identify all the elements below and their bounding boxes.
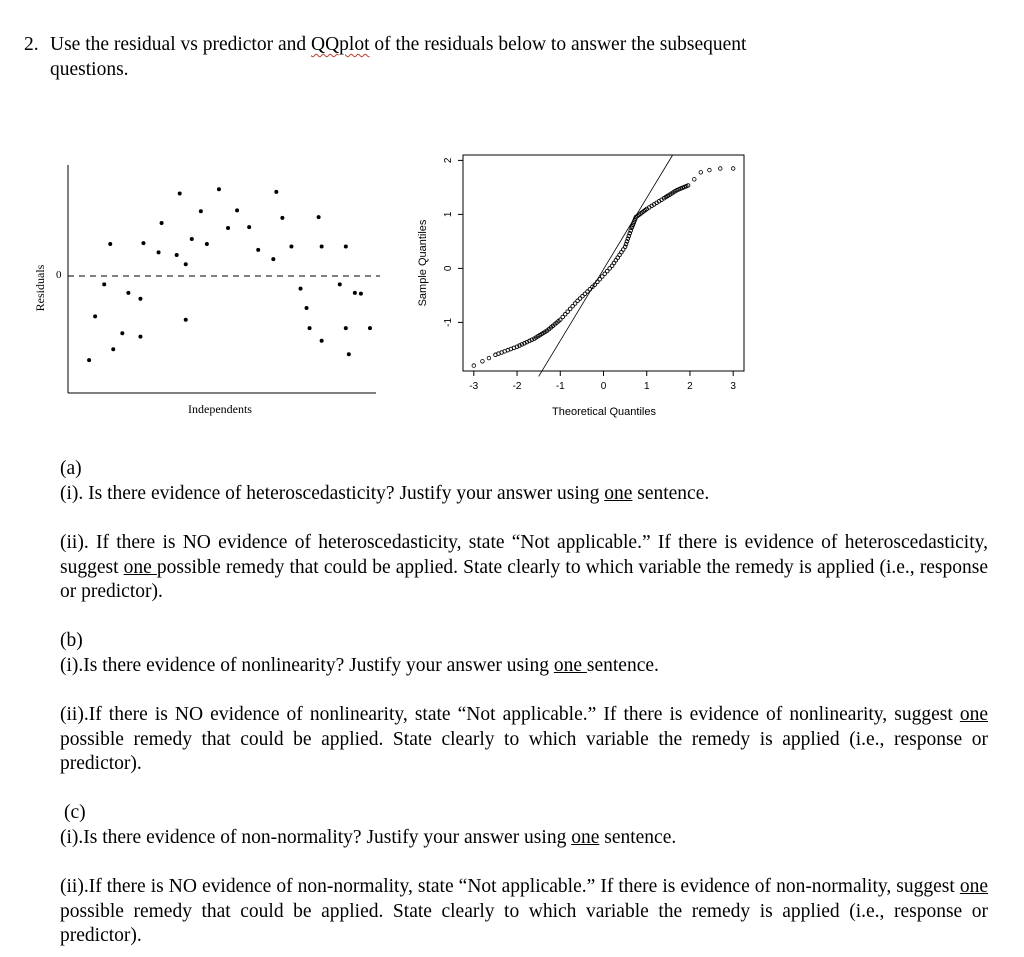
residual-point	[157, 250, 161, 254]
part-a-i-end: sentence.	[632, 482, 710, 504]
question-text-pre: Use the residual vs predictor and	[50, 34, 312, 55]
qq-x-tick-label: -1	[555, 381, 565, 392]
residual-point	[175, 253, 179, 257]
part-b-ii	[60, 703, 988, 777]
qq-x-tick-label: 0	[600, 381, 607, 392]
residual-point	[235, 208, 239, 212]
residual-point	[344, 326, 348, 330]
residual-point	[93, 314, 97, 318]
qq-x-tick-label: 3	[730, 381, 736, 392]
residual-point	[141, 241, 145, 245]
part-c-ii	[60, 875, 988, 949]
residual-point	[111, 347, 115, 351]
part-b-ii-underlined: one	[959, 704, 988, 725]
residual-point	[120, 331, 124, 335]
residual-point	[138, 297, 142, 301]
part-a-ii	[60, 531, 988, 605]
part-c-i-underlined: one	[571, 826, 600, 848]
qq-x-tick-label: 1	[643, 381, 650, 392]
qq-x-tick-label: 2	[687, 381, 693, 392]
residual-y-label: Residuals	[33, 264, 47, 312]
residual-point	[217, 187, 221, 191]
qqplot-word: QQplot	[311, 34, 370, 55]
part-a-i-underlined: one	[604, 482, 633, 504]
part-b-i-end: sentence.	[586, 654, 659, 676]
residual-point	[256, 248, 260, 252]
part-a-label: (a)	[60, 458, 82, 479]
part-c-ii-end: possible remedy that could be applied. State clearly to which variable the remedy is applied (i.e., response or predictor).	[60, 900, 988, 946]
part-c-ii-underlined: one	[959, 876, 988, 897]
qq-plot-frame	[463, 155, 744, 371]
qq-tail-point	[472, 364, 476, 368]
residual-point	[338, 282, 342, 286]
part-c	[60, 801, 988, 949]
residual-plot	[30, 155, 390, 425]
part-b-label: (b)	[60, 630, 83, 651]
residual-point	[305, 306, 309, 310]
part-b-i	[60, 654, 988, 679]
residual-point	[184, 262, 188, 266]
qq-tail-point	[718, 167, 722, 171]
part-c-label: (c)	[64, 802, 86, 823]
question-text-line2: questions.	[50, 59, 129, 80]
residual-point	[160, 221, 164, 225]
qq-tail-point	[699, 170, 703, 174]
qq-plot	[410, 145, 755, 425]
qq-y-tick-label: 2	[443, 157, 454, 164]
part-b-ii-end: possible remedy that could be applied. State clearly to which variable the remedy is applied (i.e., response or predictor).	[60, 728, 988, 774]
part-a-i-text: (i). Is there evidence of heteroscedasticity? Justify your answer using	[60, 482, 605, 504]
residual-point	[102, 282, 106, 286]
residual-point	[274, 190, 278, 194]
part-b-i-underlined: one	[553, 654, 587, 676]
part-b-i-text: (i).Is there evidence of nonlinearity? Justify your answer using	[60, 654, 554, 676]
qq-y-tick-label: 0	[443, 265, 454, 272]
qq-tail-point	[731, 167, 735, 171]
part-c-i-text: (i).Is there evidence of non-normality? Justify your answer using	[60, 826, 572, 848]
residual-point	[289, 245, 293, 249]
residual-point	[344, 245, 348, 249]
part-c-ii-text: (ii).If there is NO evidence of non-normality, state “Not applicable.” If there is evidence of non-normality, suggest	[60, 876, 960, 897]
qq-tail-point	[692, 178, 696, 182]
question-number: 2.	[24, 34, 39, 55]
qq-x-label: Theoretical Quantiles	[552, 406, 656, 418]
residual-points	[87, 187, 372, 362]
residual-point	[368, 326, 372, 330]
qq-reference-line	[539, 155, 673, 376]
qq-tail-point	[708, 168, 712, 172]
part-c-i-end: sentence.	[599, 826, 677, 848]
qq-tail-point	[487, 356, 491, 360]
question-title	[24, 32, 984, 82]
residual-point	[280, 216, 284, 220]
residual-point	[359, 292, 363, 296]
residual-point	[320, 339, 324, 343]
residual-point	[271, 257, 275, 261]
residual-x-label: Independents	[188, 402, 252, 416]
residual-point	[353, 291, 357, 295]
residual-zero-tick-label: 0	[56, 269, 62, 281]
residual-point	[347, 352, 351, 356]
residual-point	[138, 335, 142, 339]
part-a-ii-end: possible remedy that could be applied. State clearly to which variable the remedy is applied (i.e., response or predictor).	[60, 556, 988, 602]
part-a	[60, 457, 988, 605]
qq-marks	[472, 155, 735, 376]
residual-point	[308, 326, 312, 330]
residual-point	[184, 318, 188, 322]
qq-tail-point	[481, 359, 485, 363]
residual-point	[226, 226, 230, 230]
part-b	[60, 629, 988, 777]
question-text-post: of the residuals below to answer the subsequent	[369, 34, 747, 55]
part-b-ii-text: (ii).If there is NO evidence of nonlinearity, state “Not applicable.” If there is evidence of nonlinearity, suggest	[60, 704, 960, 725]
part-a-ii-underlined: one	[123, 556, 157, 578]
residual-point	[178, 192, 182, 196]
residual-point	[205, 242, 209, 246]
residual-point	[317, 215, 321, 219]
residual-point	[108, 242, 112, 246]
qq-y-tick-label: -1	[443, 317, 454, 327]
residual-point	[190, 237, 194, 241]
residual-point	[126, 291, 130, 295]
part-c-i	[60, 826, 988, 851]
residual-point	[299, 287, 303, 291]
residual-point	[199, 209, 203, 213]
part-a-i	[60, 482, 988, 507]
part-a-ii-text: (ii). If there is NO evidence of heteroscedasticity, state “Not applicable.” If there is evidence of heteroscedasticity, suggest	[60, 532, 988, 578]
qq-x-tick-label: -2	[512, 381, 522, 392]
qq-axes	[443, 157, 736, 392]
qq-y-tick-label: 1	[443, 211, 454, 218]
residual-point	[320, 245, 324, 249]
qq-x-tick-label: -3	[469, 381, 479, 392]
residual-point	[87, 358, 91, 362]
qq-y-label: Sample Quantiles	[417, 219, 429, 307]
residual-point	[247, 225, 251, 229]
